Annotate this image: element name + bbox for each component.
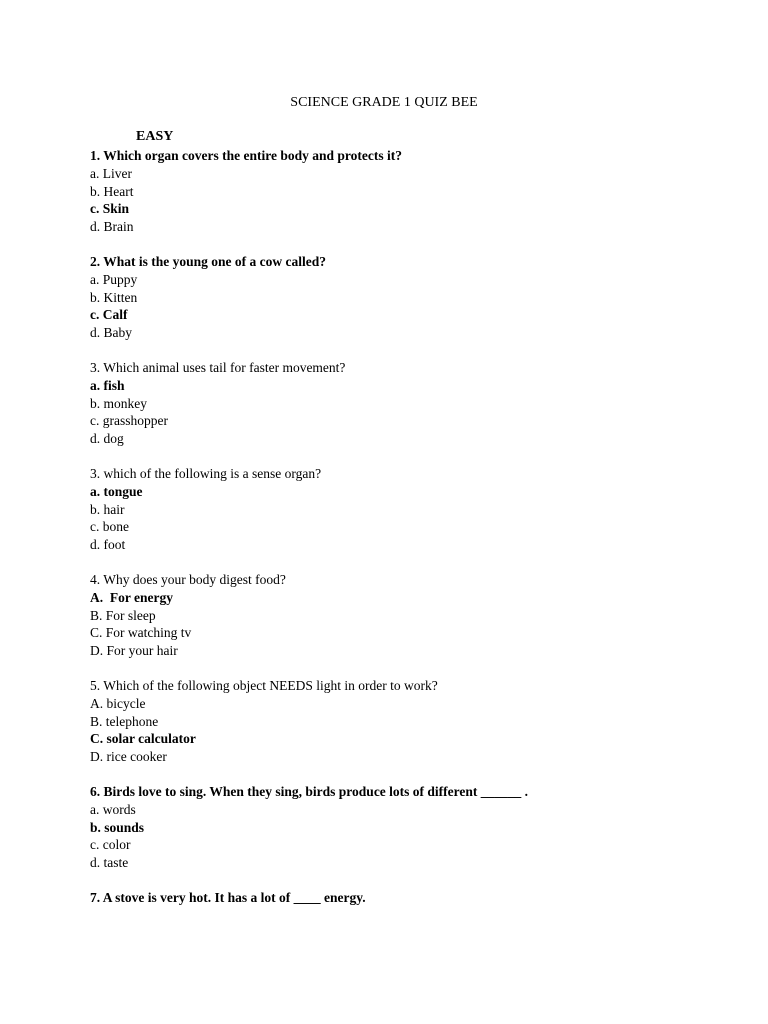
answer-option: c. color xyxy=(90,837,131,853)
correct-answer-option: b. sounds xyxy=(90,819,145,835)
answer-option: A. bicycle xyxy=(90,695,146,711)
answer-option: c. bone xyxy=(90,519,129,535)
correct-answer-option: a. fish xyxy=(90,377,125,393)
answer-option: d. foot xyxy=(90,537,126,553)
correct-answer-option: A. For energy xyxy=(90,589,173,605)
question-text: 2. What is the young one of a cow called? xyxy=(90,253,327,269)
question-text: 3. Which animal uses tail for faster movement? xyxy=(90,359,346,375)
correct-answer-option: c. Skin xyxy=(90,201,130,217)
question-list xyxy=(90,147,730,924)
answer-option: C. For watching tv xyxy=(90,625,192,641)
answer-option: b. Heart xyxy=(90,183,134,199)
difficulty-heading: EASY xyxy=(136,129,174,144)
answer-option: a. Puppy xyxy=(90,271,138,287)
question-text: 3. which of the following is a sense organ? xyxy=(90,465,322,481)
answer-option: d. Brain xyxy=(90,219,134,235)
answer-option: b. Kitten xyxy=(90,289,138,305)
answer-option: c. grasshopper xyxy=(90,413,168,429)
question-text: 1. Which organ covers the entire body and protects it? xyxy=(90,148,402,163)
answer-option: b. monkey xyxy=(90,395,147,411)
question-text: 4. Why does your body digest food? xyxy=(90,571,286,587)
question-text: 5. Which of the following object NEEDS light in order to work? xyxy=(90,677,438,693)
question-block xyxy=(90,465,730,554)
correct-answer-option: C. solar calculator xyxy=(90,731,196,747)
question-block xyxy=(90,889,730,907)
answer-option: B. For sleep xyxy=(90,607,156,623)
answer-option: a. Liver xyxy=(90,165,132,181)
answer-option: d. Baby xyxy=(90,325,132,341)
answer-option: D. For your hair xyxy=(90,643,178,659)
question-text: 7. A stove is very hot. It has a lot of ____ energy. xyxy=(90,889,366,905)
question-block xyxy=(90,677,730,766)
question-block xyxy=(90,147,730,236)
question-block xyxy=(90,571,730,660)
document-title: SCIENCE GRADE 1 QUIZ BEE xyxy=(290,95,478,110)
answer-option: D. rice cooker xyxy=(90,749,167,765)
correct-answer-option: c. Calf xyxy=(90,307,128,323)
answer-option: d. taste xyxy=(90,855,129,871)
answer-option: b. hair xyxy=(90,501,125,517)
answer-option: a. words xyxy=(90,801,136,817)
question-block xyxy=(90,783,730,872)
correct-answer-option: a. tongue xyxy=(90,483,143,499)
question-text: 6. Birds love to sing. When they sing, birds produce lots of different ______ . xyxy=(90,783,529,799)
answer-option: d. dog xyxy=(90,431,124,447)
question-block xyxy=(90,359,730,448)
answer-option: B. telephone xyxy=(90,713,159,729)
question-block xyxy=(90,253,730,342)
